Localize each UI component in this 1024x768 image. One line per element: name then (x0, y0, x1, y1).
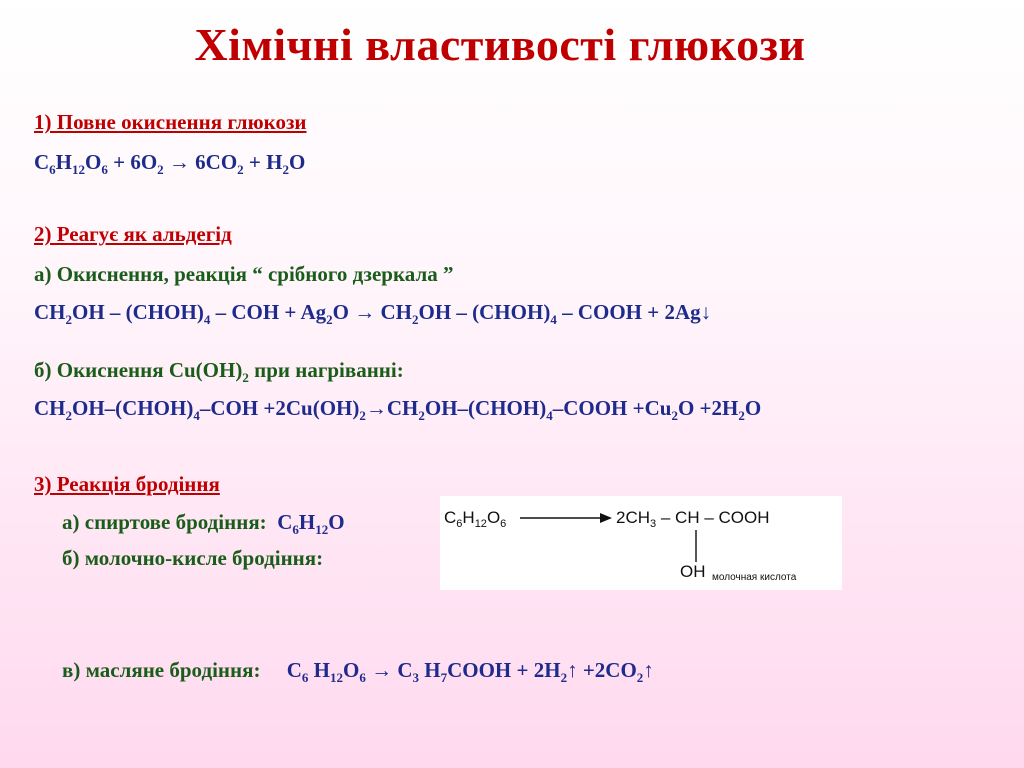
subscript: 6 (500, 518, 507, 530)
subscript: 2 (242, 370, 249, 385)
subscript: 3 (412, 670, 419, 685)
silver-mirror-label: а) Окиснення, реакція “ срібного дзеркала ” (34, 262, 454, 286)
subscript: 4 (550, 312, 557, 327)
alcohol-fermentation-row (62, 510, 345, 535)
lactic-reactant: $C_6H_{12}O_6$ (444, 508, 507, 530)
subscript: 12 (474, 518, 487, 530)
subscript: 6 (101, 162, 108, 177)
lactic-fermentation-label: б) молочно-кисле бродіння: (62, 546, 324, 570)
section-2-heading: 2) Реагує як альдегід (34, 222, 232, 246)
lactic-acid-scheme (440, 496, 842, 590)
subscript: 6 (292, 522, 299, 537)
section-1-heading: 1) Повне окиснення глюкози (34, 110, 307, 134)
copper-hydroxide-equation: $CH_2OH-(CHOH)_4$–COH $+2Cu(OH)_2\to CH_2OH-(CHOH)_4$–COOH $+Cu_2O +2H_2O$ (34, 396, 762, 423)
subscript: 6 (456, 518, 463, 530)
subscript: 4 (546, 408, 553, 423)
subscript: 2 (282, 162, 289, 177)
lactic-product: $2CH_3$ – CH – COOH (616, 508, 770, 530)
subscript: 6 (301, 670, 309, 685)
subscript: 6 (49, 162, 56, 177)
subscript: 2 (157, 162, 164, 177)
subscript: 2 (359, 408, 366, 423)
silver-mirror-equation: $CH_2OH$ – $(CHOH)_4$ – COH + $Ag_2O \to CH_2OH$ – $(CHOH)_4$ – COOH + 2Ag↓ (34, 300, 712, 327)
butyric-fermentation-equation: $C_6$ $H_{12}O_6 \to C_3$ $H_7COOH$ + $2H_2↑$ $+2CO_2↑$ (286, 658, 654, 685)
subscript: 2 (411, 312, 419, 327)
subscript: 2 (326, 312, 333, 327)
subscript: 7 (440, 670, 448, 685)
reaction-arrow-head (600, 513, 612, 523)
subscript: 4 (193, 408, 200, 423)
section-3-heading: 3) Реакція бродіння (34, 472, 220, 496)
subscript: 2 (636, 670, 644, 685)
subscript: 2 (418, 408, 425, 423)
copper-hydroxide-label: б) Окиснення $Cu(OH)_2$ при нагріванні: (34, 358, 404, 385)
lactic-acid-caption: молочная кислота (712, 572, 797, 583)
subscript: 2 (237, 162, 244, 177)
subscript: 12 (72, 162, 86, 177)
subscript: 2 (65, 408, 72, 423)
subscript: 4 (203, 312, 211, 327)
subscript: 2 (560, 670, 568, 685)
subscript: 2 (65, 312, 72, 327)
subscript: 12 (315, 522, 329, 537)
full-oxidation-equation: $C_6H_{12}O_6 + 6O_2 \to 6CO_2 + H_2O$ (34, 150, 306, 177)
subscript: 3 (650, 518, 657, 530)
oh-group: OH (680, 562, 706, 581)
butyric-fermentation-label: в) масляне бродіння: (62, 658, 261, 682)
alcohol-fermentation-label: а) спиртове бродіння: (62, 510, 267, 534)
subscript: 2 (738, 408, 745, 423)
subscript: 2 (671, 408, 678, 423)
page-title: Хімічні властивості глюкози (194, 19, 806, 70)
subscript: 12 (329, 670, 343, 685)
alcohol-fermentation-equation: $C_6H_{12}O$ (277, 510, 345, 537)
subscript: 6 (359, 670, 366, 685)
butyric-fermentation-row (62, 658, 654, 683)
